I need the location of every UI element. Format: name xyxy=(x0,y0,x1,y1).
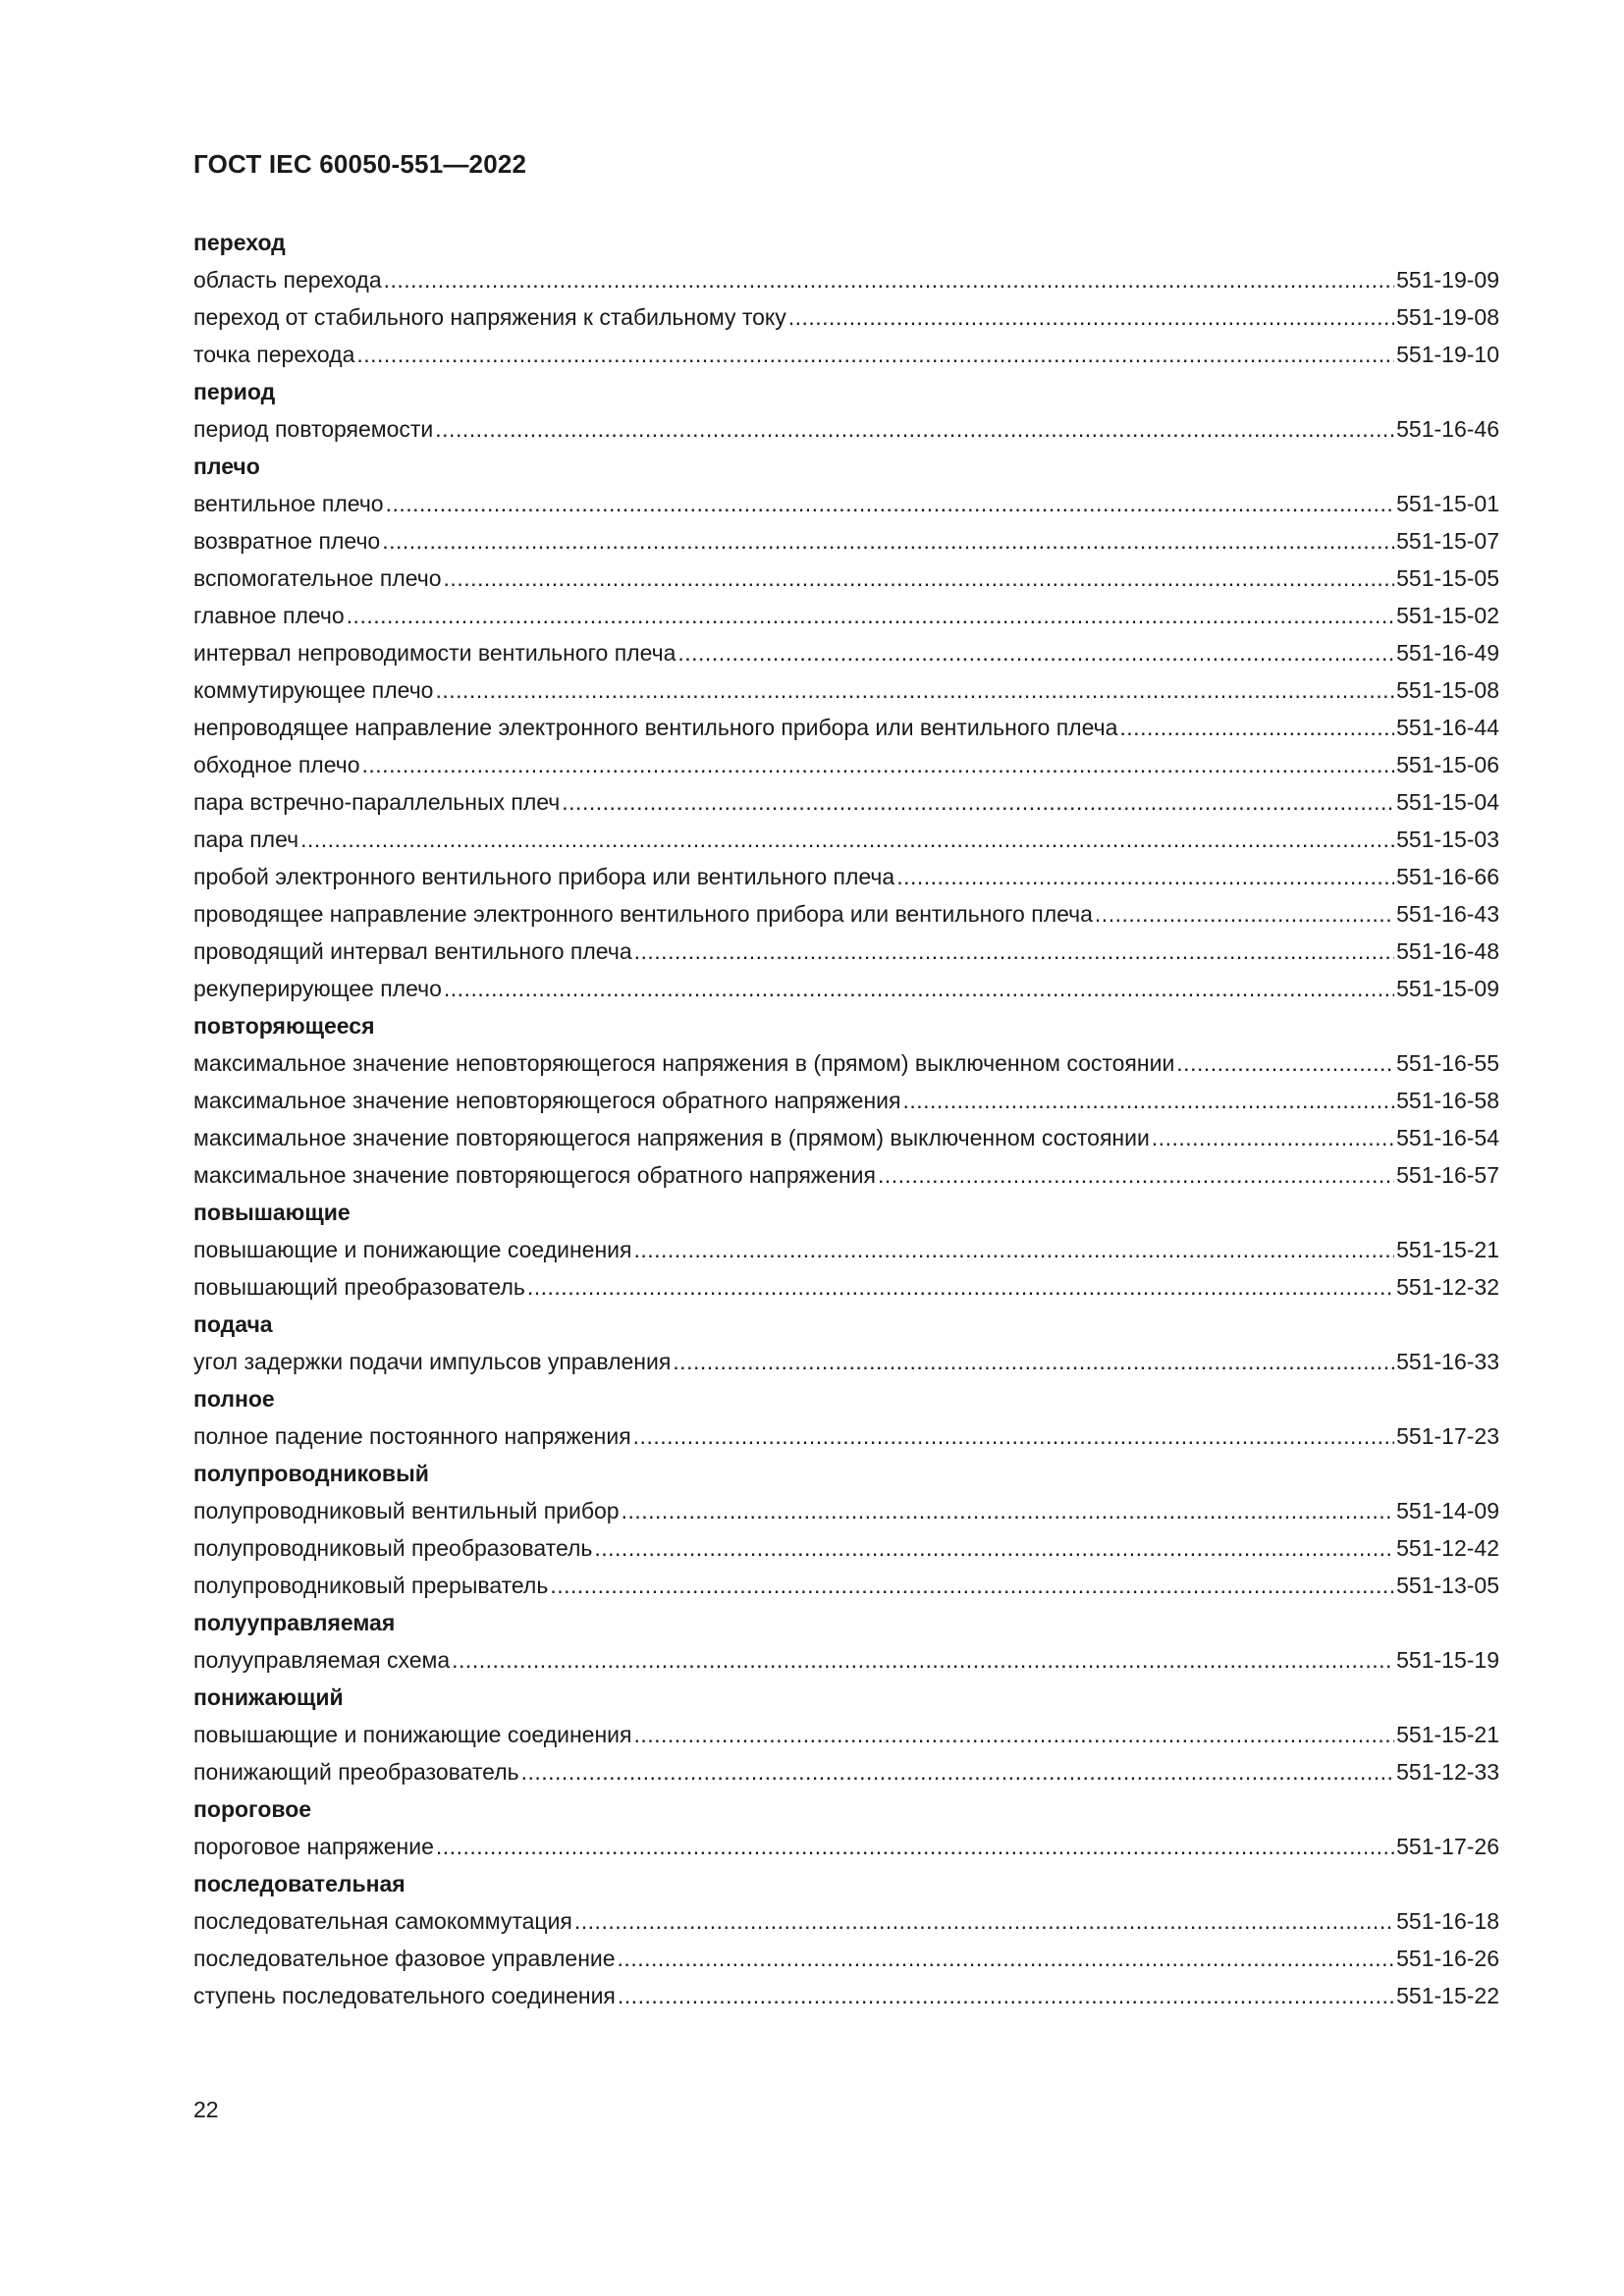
index-group-heading: полупроводниковый xyxy=(193,1461,429,1486)
dot-leader xyxy=(1152,1119,1394,1156)
dot-leader xyxy=(633,1417,1394,1455)
index-entry-term: понижающий преобразователь xyxy=(193,1759,519,1785)
index-entry xyxy=(193,336,1499,373)
dot-leader xyxy=(618,1977,1394,2014)
page-number: 22 xyxy=(193,2097,219,2122)
index-entry-reference: 551-12-32 xyxy=(1396,1274,1499,1300)
index-entry-reference: 551-15-06 xyxy=(1396,752,1499,777)
index-entry xyxy=(193,410,1499,448)
index-entry-reference: 551-15-08 xyxy=(1396,677,1499,703)
index-entry-reference: 551-16-18 xyxy=(1396,1908,1499,1934)
index-entry-reference: 551-15-07 xyxy=(1396,528,1499,554)
dot-leader xyxy=(435,410,1394,448)
dot-leader xyxy=(634,933,1395,970)
dot-leader xyxy=(677,634,1394,671)
dot-leader xyxy=(878,1156,1394,1194)
dot-leader xyxy=(562,783,1394,821)
index-entry-term: максимальное значение неповторяющегося обратного напряжения xyxy=(193,1088,901,1113)
index-entry xyxy=(193,1977,1499,2014)
dot-leader xyxy=(1176,1044,1394,1082)
index-entry xyxy=(193,1716,1499,1753)
index-entry-term: область перехода xyxy=(193,267,382,293)
index-entry-reference: 551-15-09 xyxy=(1396,976,1499,1001)
index-entry-reference: 551-16-46 xyxy=(1396,416,1499,442)
index-group-heading: пороговое xyxy=(193,1796,312,1822)
index-entry-term: повышающие и понижающие соединения xyxy=(193,1722,632,1747)
index-entry-term: обходное плечо xyxy=(193,752,360,777)
index-group-heading: полное xyxy=(193,1386,275,1412)
index-entry-reference: 551-12-33 xyxy=(1396,1759,1499,1785)
index-entry-term: последовательная самокоммутация xyxy=(193,1908,572,1934)
index-entry-reference: 551-19-08 xyxy=(1396,304,1499,330)
index-entry-term: пара встречно-параллельных плеч xyxy=(193,789,561,815)
index-entry-term: период повторяемости xyxy=(193,416,434,442)
index-group-heading: повторяющееся xyxy=(193,1013,375,1039)
index-group-heading: полууправляемая xyxy=(193,1610,396,1635)
dot-leader xyxy=(633,1716,1394,1753)
index-entry xyxy=(193,1156,1499,1194)
index-entry-term: полупроводниковый прерыватель xyxy=(193,1573,549,1598)
index-entry xyxy=(193,1082,1499,1119)
dot-leader xyxy=(444,970,1394,1007)
index-entry xyxy=(193,634,1499,671)
index-entry xyxy=(193,1231,1499,1268)
dot-leader xyxy=(300,821,1394,858)
dot-leader xyxy=(386,485,1395,522)
dot-leader xyxy=(622,1492,1395,1529)
index-entry-term: пара плеч xyxy=(193,827,299,852)
dot-leader xyxy=(347,597,1394,634)
index-group-heading: плечо xyxy=(193,454,260,479)
index-entry xyxy=(193,298,1499,336)
index-entry-reference: 551-17-23 xyxy=(1396,1423,1499,1449)
index-entry-reference: 551-16-57 xyxy=(1396,1162,1499,1188)
index-entry-term: возвратное плечо xyxy=(193,528,381,554)
dot-leader xyxy=(356,336,1394,373)
index-entry-term: полупроводниковый преобразователь xyxy=(193,1535,593,1561)
index-entry-reference: 551-16-66 xyxy=(1396,864,1499,889)
index-entry xyxy=(193,1044,1499,1082)
index-entry xyxy=(193,1343,1499,1380)
index-entry xyxy=(193,858,1499,895)
index-entry xyxy=(193,1902,1499,1940)
index-entry-term: максимальное значение повторяющегося напряжения в (прямом) выключенном состоянии xyxy=(193,1125,1150,1150)
index-entry-term: ступень последовательного соединения xyxy=(193,1983,616,2008)
index-entry xyxy=(193,560,1499,597)
dot-leader xyxy=(436,1828,1394,1865)
index-entry-reference: 551-15-03 xyxy=(1396,827,1499,852)
index-entry-term: интервал непроводимости вентильного плеча xyxy=(193,640,677,666)
index-entry-reference: 551-16-54 xyxy=(1396,1125,1499,1150)
index-entry-term: полууправляемая схема xyxy=(193,1647,451,1673)
index-entry-term: коммутирующее плечо xyxy=(193,677,434,703)
dot-leader xyxy=(384,261,1395,298)
index-entry xyxy=(193,597,1499,634)
index-entry-reference: 551-13-05 xyxy=(1396,1573,1499,1598)
index-entry xyxy=(193,783,1499,821)
index-entry-term: пробой электронного вентильного прибора или вентильного плеча xyxy=(193,864,895,889)
dot-leader xyxy=(896,858,1394,895)
index-group-heading: последовательная xyxy=(193,1871,406,1896)
index-entry xyxy=(193,1119,1499,1156)
dot-leader xyxy=(444,560,1395,597)
index-entry-reference: 551-16-26 xyxy=(1396,1946,1499,1971)
index-entry xyxy=(193,1828,1499,1865)
dot-leader xyxy=(574,1902,1394,1940)
dot-leader xyxy=(527,1268,1394,1306)
index-entry xyxy=(193,1940,1499,1977)
index-entry-reference: 551-15-22 xyxy=(1396,1983,1499,2008)
dot-leader xyxy=(435,671,1394,709)
index-entry-reference: 551-16-33 xyxy=(1396,1349,1499,1374)
index-entry-reference: 551-15-21 xyxy=(1396,1237,1499,1262)
index-entry-reference: 551-15-02 xyxy=(1396,603,1499,628)
index-entry xyxy=(193,1268,1499,1306)
index-group-heading: переход xyxy=(193,230,286,255)
index-entry-reference: 551-16-48 xyxy=(1396,938,1499,964)
index-entry-reference: 551-14-09 xyxy=(1396,1498,1499,1523)
index-entry xyxy=(193,970,1499,1007)
index-entry xyxy=(193,933,1499,970)
index-entry xyxy=(193,485,1499,522)
index-entry xyxy=(193,709,1499,746)
index-entry xyxy=(193,821,1499,858)
document-header: ГОСТ IEC 60050-551—2022 xyxy=(193,149,527,179)
index-entry-term: последовательное фазовое управление xyxy=(193,1946,616,1971)
dot-leader xyxy=(1095,895,1394,933)
index-entry-term: максимальное значение повторяющегося обратного напряжения xyxy=(193,1162,876,1188)
index-entry xyxy=(193,1529,1499,1567)
index-entry-reference: 551-12-42 xyxy=(1396,1535,1499,1561)
subject-index xyxy=(193,224,1499,2014)
dot-leader xyxy=(452,1641,1394,1679)
index-entry-reference: 551-19-10 xyxy=(1396,342,1499,367)
dot-leader xyxy=(550,1567,1394,1604)
index-entry-reference: 551-16-43 xyxy=(1396,901,1499,927)
index-entry xyxy=(193,1753,1499,1790)
index-entry-term: точка перехода xyxy=(193,342,355,367)
dot-leader xyxy=(633,1231,1394,1268)
index-group-heading: подача xyxy=(193,1311,273,1337)
index-entry-term: вентильное плечо xyxy=(193,491,384,516)
index-entry-term: вспомогательное плечо xyxy=(193,565,442,591)
index-entry xyxy=(193,671,1499,709)
dot-leader xyxy=(673,1343,1394,1380)
dot-leader xyxy=(788,298,1394,336)
index-entry xyxy=(193,1492,1499,1529)
index-entry-term: угол задержки подачи импульсов управления xyxy=(193,1349,672,1374)
index-entry-reference: 551-16-58 xyxy=(1396,1088,1499,1113)
index-entry-reference: 551-16-55 xyxy=(1396,1050,1499,1076)
dot-leader xyxy=(521,1753,1395,1790)
index-group-heading: период xyxy=(193,379,276,404)
index-entry-reference: 551-16-44 xyxy=(1396,715,1499,740)
index-entry-term: непроводящее направление электронного вентильного прибора или вентильного плеча xyxy=(193,715,1118,740)
index-entry-term: проводящий интервал вентильного плеча xyxy=(193,938,632,964)
index-entry xyxy=(193,1641,1499,1679)
dot-leader xyxy=(902,1082,1394,1119)
index-entry-reference: 551-15-05 xyxy=(1396,565,1499,591)
index-group-heading: повышающие xyxy=(193,1200,351,1225)
index-entry-term: полупроводниковый вентильный прибор xyxy=(193,1498,620,1523)
index-entry-reference: 551-16-49 xyxy=(1396,640,1499,666)
index-group-heading: понижающий xyxy=(193,1684,344,1710)
index-entry-term: главное плечо xyxy=(193,603,345,628)
index-entry xyxy=(193,746,1499,783)
index-entry-term: полное падение постоянного напряжения xyxy=(193,1423,631,1449)
dot-leader xyxy=(1119,709,1394,746)
index-entry-reference: 551-15-19 xyxy=(1396,1647,1499,1673)
index-entry-term: максимальное значение неповторяющегося напряжения в (прямом) выключенном состоянии xyxy=(193,1050,1175,1076)
dot-leader xyxy=(618,1940,1395,1977)
index-entry xyxy=(193,261,1499,298)
index-entry-term: повышающий преобразователь xyxy=(193,1274,525,1300)
index-entry xyxy=(193,1417,1499,1455)
index-entry-reference: 551-19-09 xyxy=(1396,267,1499,293)
dot-leader xyxy=(362,746,1395,783)
index-entry-term: повышающие и понижающие соединения xyxy=(193,1237,632,1262)
dot-leader xyxy=(382,522,1394,560)
index-entry xyxy=(193,522,1499,560)
index-entry xyxy=(193,1567,1499,1604)
index-entry-reference: 551-15-01 xyxy=(1396,491,1499,516)
index-entry-term: рекуперирующее плечо xyxy=(193,976,442,1001)
index-entry xyxy=(193,895,1499,933)
index-entry-reference: 551-17-26 xyxy=(1396,1834,1499,1859)
index-entry-term: переход от стабильного напряжения к стабильному току xyxy=(193,304,786,330)
index-entry-term: проводящее направление электронного вентильного прибора или вентильного плеча xyxy=(193,901,1093,927)
index-entry-reference: 551-15-21 xyxy=(1396,1722,1499,1747)
index-entry-reference: 551-15-04 xyxy=(1396,789,1499,815)
dot-leader xyxy=(594,1529,1394,1567)
index-entry-term: пороговое напряжение xyxy=(193,1834,434,1859)
